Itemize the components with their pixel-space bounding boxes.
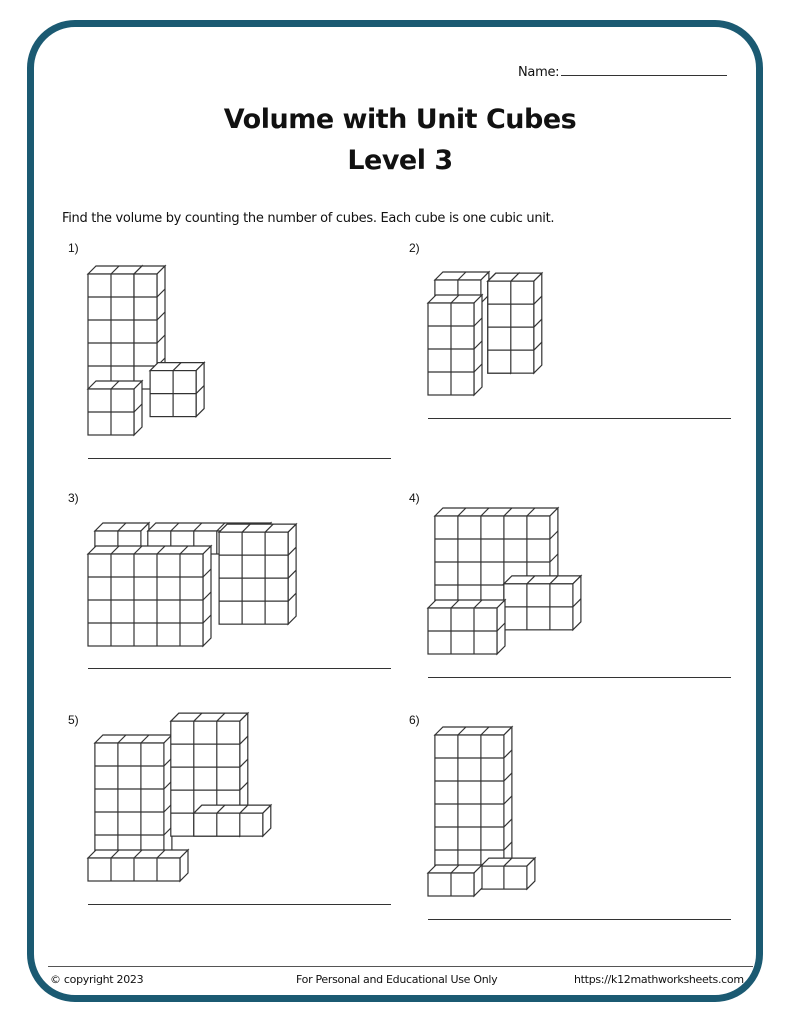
instructions: Find the volume by counting the number of cubes. Each cube is one cubic unit. xyxy=(62,211,555,226)
footer-copyright: © copyright 2023 xyxy=(50,973,144,986)
problem-number: 5) xyxy=(68,713,79,727)
name-field[interactable] xyxy=(518,63,727,80)
unit-cube-figure xyxy=(78,406,398,666)
worksheet-level: Level 3 xyxy=(347,145,453,176)
footer-website[interactable]: https://k12mathworksheets.com xyxy=(574,973,744,986)
problem-number: 2) xyxy=(409,241,420,255)
worksheet-title: Volume with Unit Cubes xyxy=(223,104,577,135)
problem-number: 6) xyxy=(409,713,420,727)
problem-number: 3) xyxy=(68,491,79,505)
name-blank-line[interactable] xyxy=(561,63,727,76)
problem-number: 1) xyxy=(68,241,79,255)
unit-cube-figure xyxy=(418,656,738,916)
footer-divider xyxy=(48,966,753,967)
unit-cube-figure xyxy=(418,414,738,674)
unit-cube-figure xyxy=(78,641,398,901)
answer-line[interactable] xyxy=(88,904,391,905)
problem-number: 4) xyxy=(409,491,420,505)
name-label: Name: xyxy=(518,65,560,80)
unit-cube-figure xyxy=(418,155,738,415)
footer-usage: For Personal and Educational Use Only xyxy=(296,973,498,986)
answer-line[interactable] xyxy=(428,919,731,920)
